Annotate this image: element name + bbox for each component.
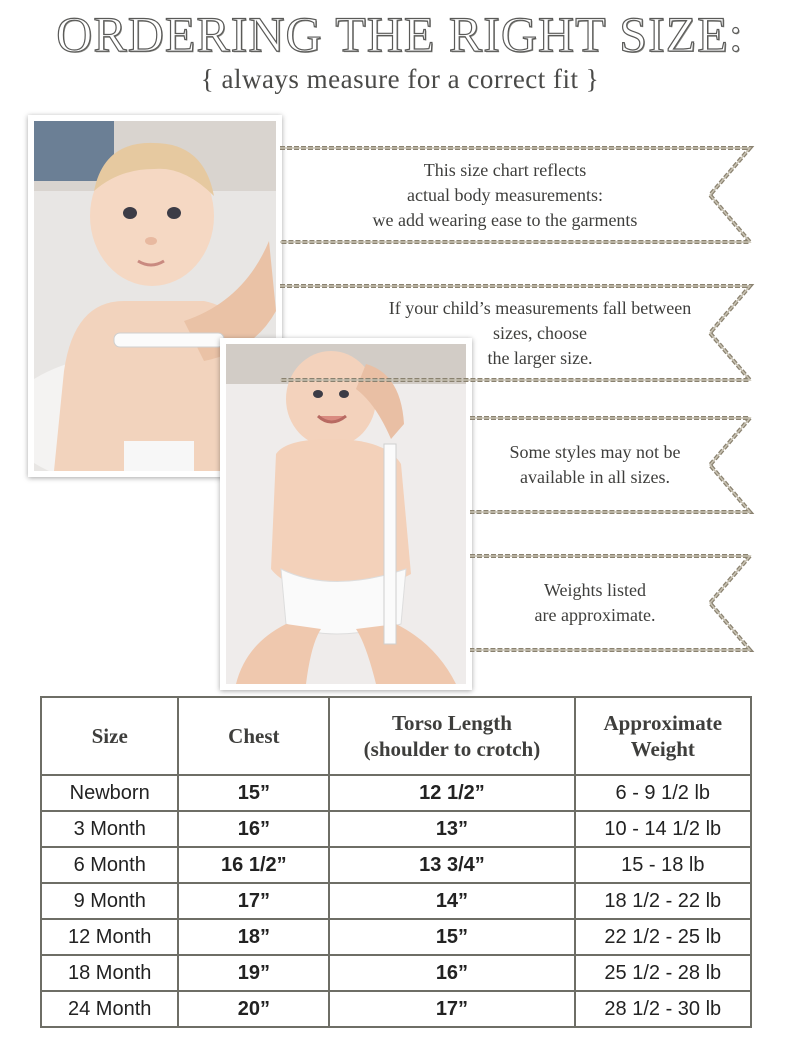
cell-size: 12 Month	[41, 919, 178, 955]
cell-chest: 16”	[178, 811, 329, 847]
cell-torso: 15”	[329, 919, 574, 955]
header-approximate-weight	[575, 697, 751, 775]
cell-chest: 17”	[178, 883, 329, 919]
table-row	[41, 883, 751, 919]
cell-weight: 18 1/2 - 22 lb	[575, 883, 751, 919]
cell-torso: 12 1/2”	[329, 775, 574, 811]
note-3-line-1: Some styles may not be	[509, 442, 681, 462]
note-4-line-2: are approximate.	[534, 605, 656, 625]
cell-torso: 13”	[329, 811, 574, 847]
header-weight-line-1: Approximate	[603, 711, 723, 735]
cell-size: Newborn	[41, 775, 178, 811]
cell-size: 3 Month	[41, 811, 178, 847]
note-1-line-3: we add wearing ease to the garments	[372, 209, 638, 230]
table-row	[41, 811, 751, 847]
page-title: ORDERING THE RIGHT SIZE:	[56, 6, 744, 62]
cell-chest: 16 1/2”	[178, 847, 329, 883]
cell-chest: 19”	[178, 955, 329, 991]
size-chart-table	[40, 696, 752, 1028]
cell-size: 18 Month	[41, 955, 178, 991]
header-torso-line-2: (shoulder to crotch)	[363, 737, 541, 761]
cell-size: 24 Month	[41, 991, 178, 1027]
header-size: Size	[41, 697, 178, 775]
table-row	[41, 919, 751, 955]
note-4-line-1: Weights listed	[543, 580, 647, 600]
cell-size: 9 Month	[41, 883, 178, 919]
header-weight-line-2: Weight	[630, 737, 695, 761]
table-row	[41, 955, 751, 991]
note-2-line-2: sizes, choose	[493, 322, 587, 343]
note-2-line-1: If your child’s measurements fall between	[388, 297, 692, 318]
cell-torso: 14”	[329, 883, 574, 919]
table-header-row	[41, 697, 751, 775]
cell-weight: 15 - 18 lb	[575, 847, 751, 883]
table-row	[41, 991, 751, 1027]
note-3-line-2: available in all sizes.	[520, 467, 670, 487]
note-banner-4	[280, 548, 760, 658]
cell-torso: 16”	[329, 955, 574, 991]
table-row	[41, 775, 751, 811]
header-chest: Chest	[178, 697, 329, 775]
cell-weight: 22 1/2 - 25 lb	[575, 919, 751, 955]
cell-weight: 10 - 14 1/2 lb	[575, 811, 751, 847]
cell-weight: 6 - 9 1/2 lb	[575, 775, 751, 811]
cell-weight: 25 1/2 - 28 lb	[575, 955, 751, 991]
header-torso-line-1: Torso Length	[391, 711, 512, 735]
cell-chest: 18”	[178, 919, 329, 955]
note-banner-1	[280, 140, 760, 250]
note-1-line-2: actual body measurements:	[407, 184, 603, 205]
note-2-line-3: the larger size.	[487, 347, 593, 368]
table-row	[41, 847, 751, 883]
cell-weight: 28 1/2 - 30 lb	[575, 991, 751, 1027]
note-banner-3	[280, 410, 760, 520]
cell-chest: 20”	[178, 991, 329, 1027]
cell-chest: 15”	[178, 775, 329, 811]
note-banner-2	[280, 278, 760, 388]
note-1-line-1: This size chart reflects	[423, 159, 587, 180]
header-torso-length	[329, 697, 574, 775]
cell-torso: 17”	[329, 991, 574, 1027]
cell-torso: 13 3/4”	[329, 847, 574, 883]
page-subtitle: { always measure for a correct fit }	[200, 64, 600, 94]
cell-size: 6 Month	[41, 847, 178, 883]
